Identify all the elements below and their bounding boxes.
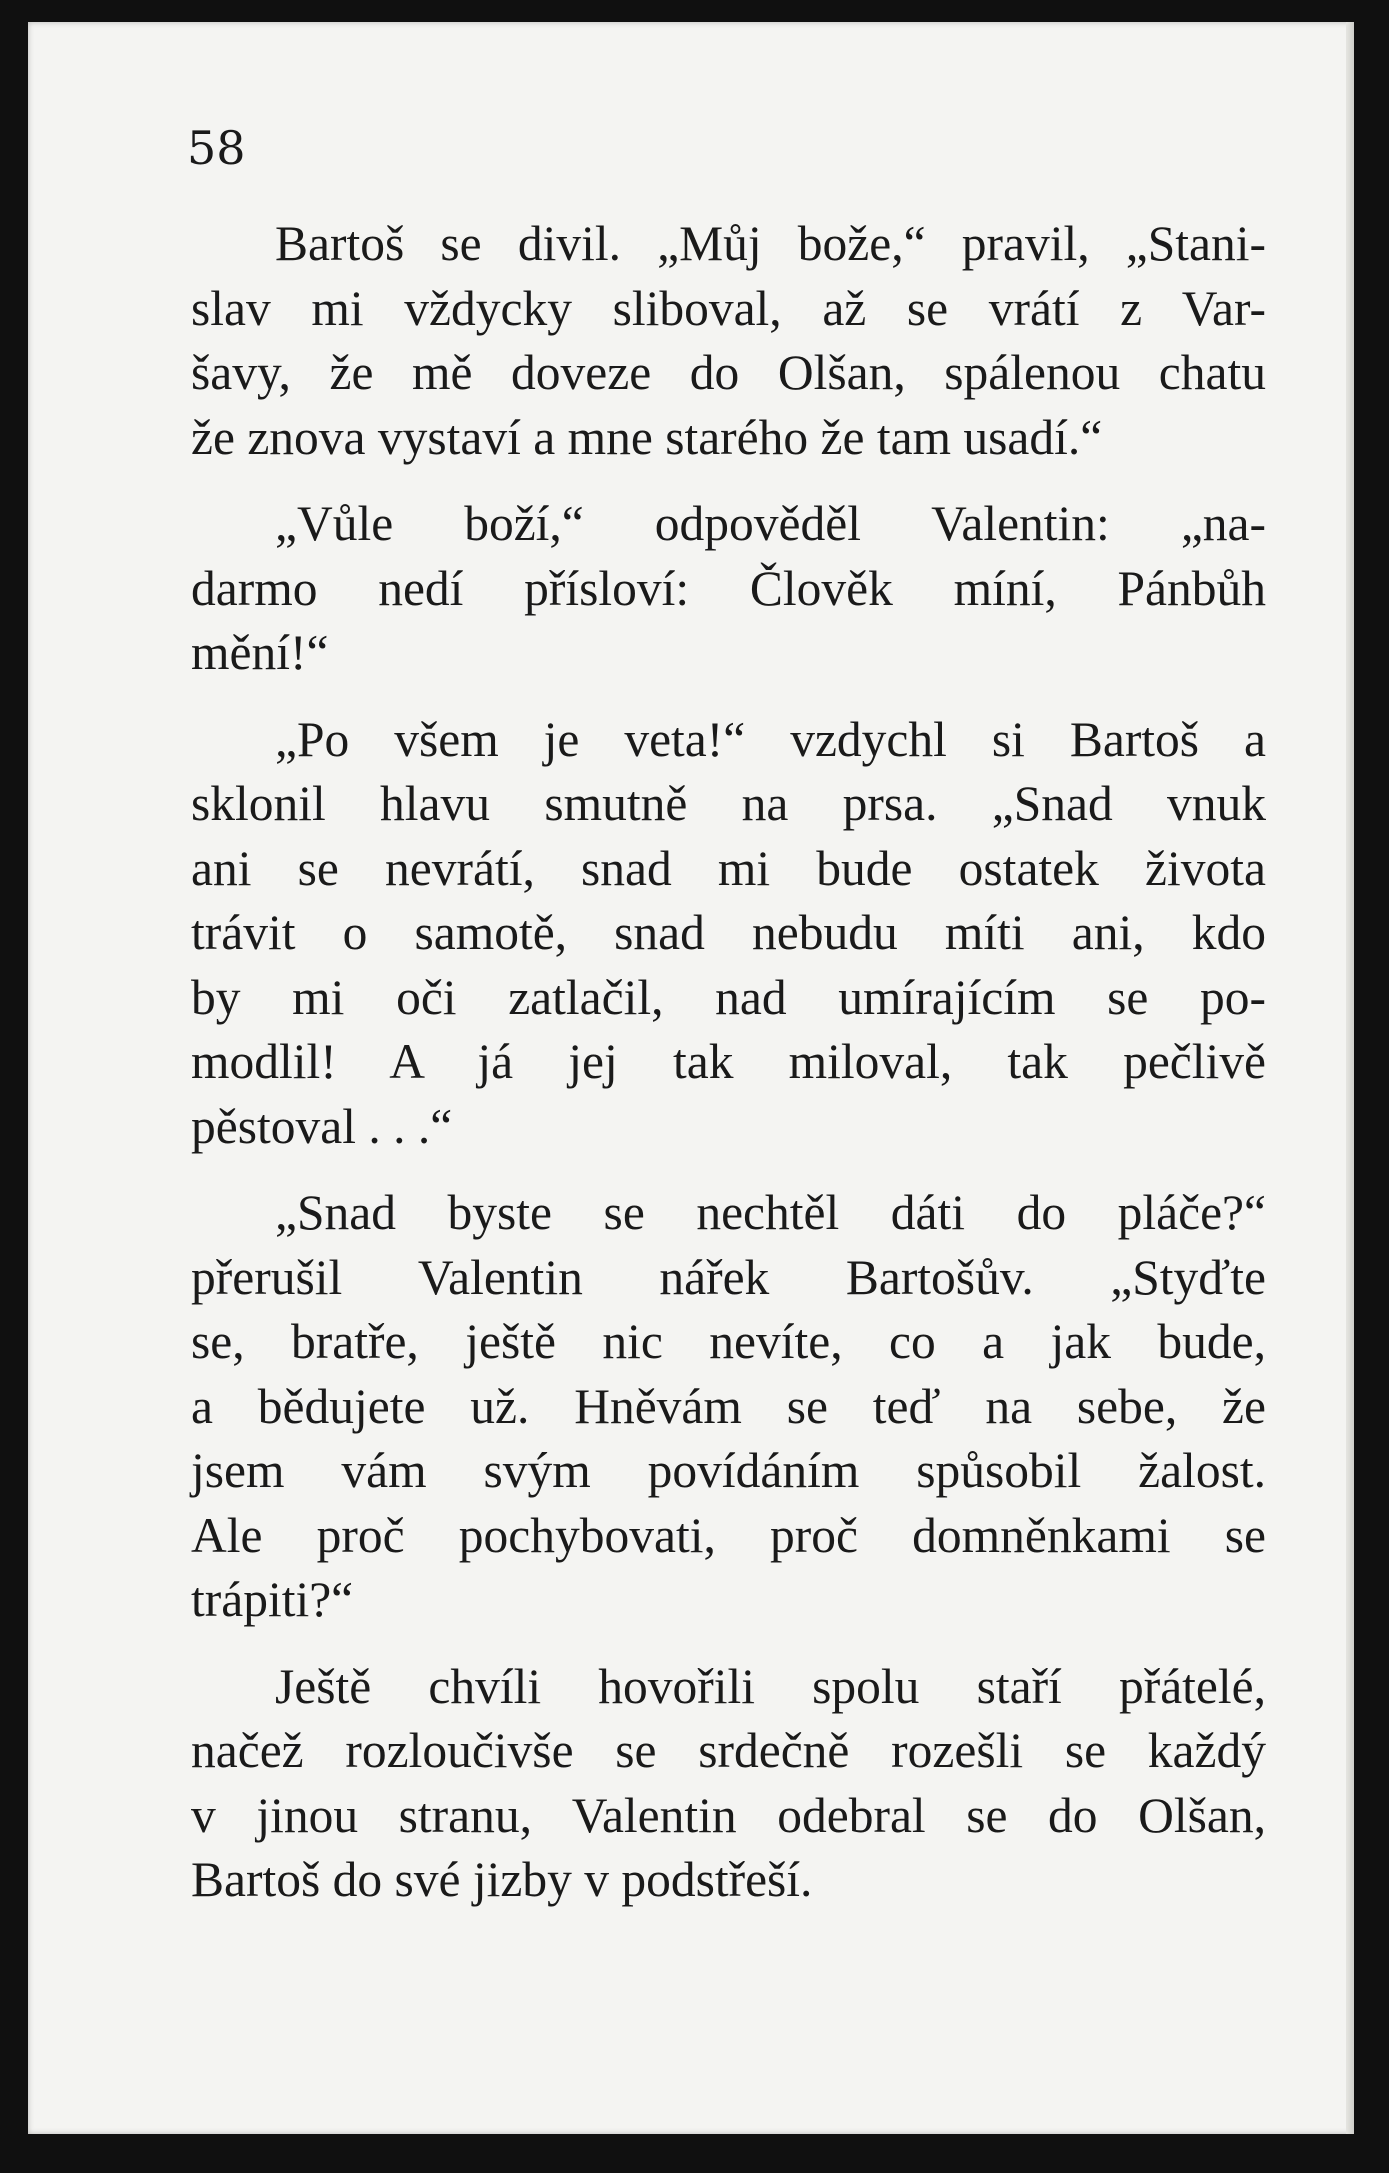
text-line: sklonil hlavu smutně na prsa. „Snad vnuk: [191, 776, 1266, 831]
text-line: Bartoš se divil. „Můj bože,“ pravil, „Stani-: [275, 216, 1266, 271]
text-line: ani se nevrátí, snad mi bude ostatek života: [191, 840, 1266, 896]
text-line: jsem vám svým povídáním spůsobil žalost.: [191, 1443, 1266, 1498]
text-line: by mi oči zatlačil, nad umírajícím se po-: [191, 969, 1266, 1025]
text-line: darmo nedí přísloví: Člověk míní, Pánbůh: [191, 560, 1266, 616]
page-number: 58: [187, 121, 246, 175]
text-line: „Snad byste se nechtěl dáti do pláče?“: [275, 1185, 1266, 1240]
text-line: mění!“: [191, 625, 329, 680]
text-line: Ale proč pochybovati, proč domněnkami se: [191, 1507, 1266, 1563]
book-page: [28, 22, 1354, 2134]
paragraph-4: [191, 1181, 1266, 1633]
text-line: „Vůle boží,“ odpověděl Valentin: „na-: [275, 496, 1266, 551]
text-body: [191, 212, 1266, 1935]
text-line: trávit o samotě, snad nebudu míti ani, kdo: [191, 905, 1266, 960]
paragraph-3: [191, 708, 1266, 1160]
text-line: že znova vystaví a mne starého že tam usadí.“: [191, 409, 1103, 465]
text-line: šavy, že mě doveze do Olšan, spálenou chatu: [191, 345, 1266, 400]
text-line: se, bratře, ještě nic nevíte, co a jak bude,: [191, 1314, 1266, 1369]
text-line: slav mi vždycky sliboval, až se vrátí z Var-: [191, 280, 1266, 336]
paragraph-1: [191, 212, 1266, 470]
text-line: Ještě chvíli hovořili spolu staří přátelé,: [275, 1658, 1266, 1714]
paragraph-5: [191, 1655, 1266, 1913]
text-line: načež rozloučivše se srdečně rozešli se každý: [191, 1723, 1266, 1778]
text-line: trápiti?“: [191, 1572, 354, 1627]
text-line: přerušil Valentin nářek Bartošův. „Styďte: [191, 1249, 1266, 1305]
paragraph-2: [191, 492, 1266, 686]
text-line: modlil! A já jej tak miloval, tak pečlivě: [191, 1034, 1266, 1089]
text-line: a bědujete už. Hněvám se teď na sebe, že: [191, 1378, 1266, 1434]
text-line: Bartoš do své jizby v podstřeší.: [191, 1852, 813, 1907]
text-line: v jinou stranu, Valentin odebral se do Olšan,: [191, 1787, 1266, 1843]
text-line: pěstoval . . .“: [191, 1098, 453, 1154]
page-edge: [1346, 22, 1354, 2134]
text-line: „Po všem je veta!“ vzdychl si Bartoš a: [275, 711, 1266, 767]
